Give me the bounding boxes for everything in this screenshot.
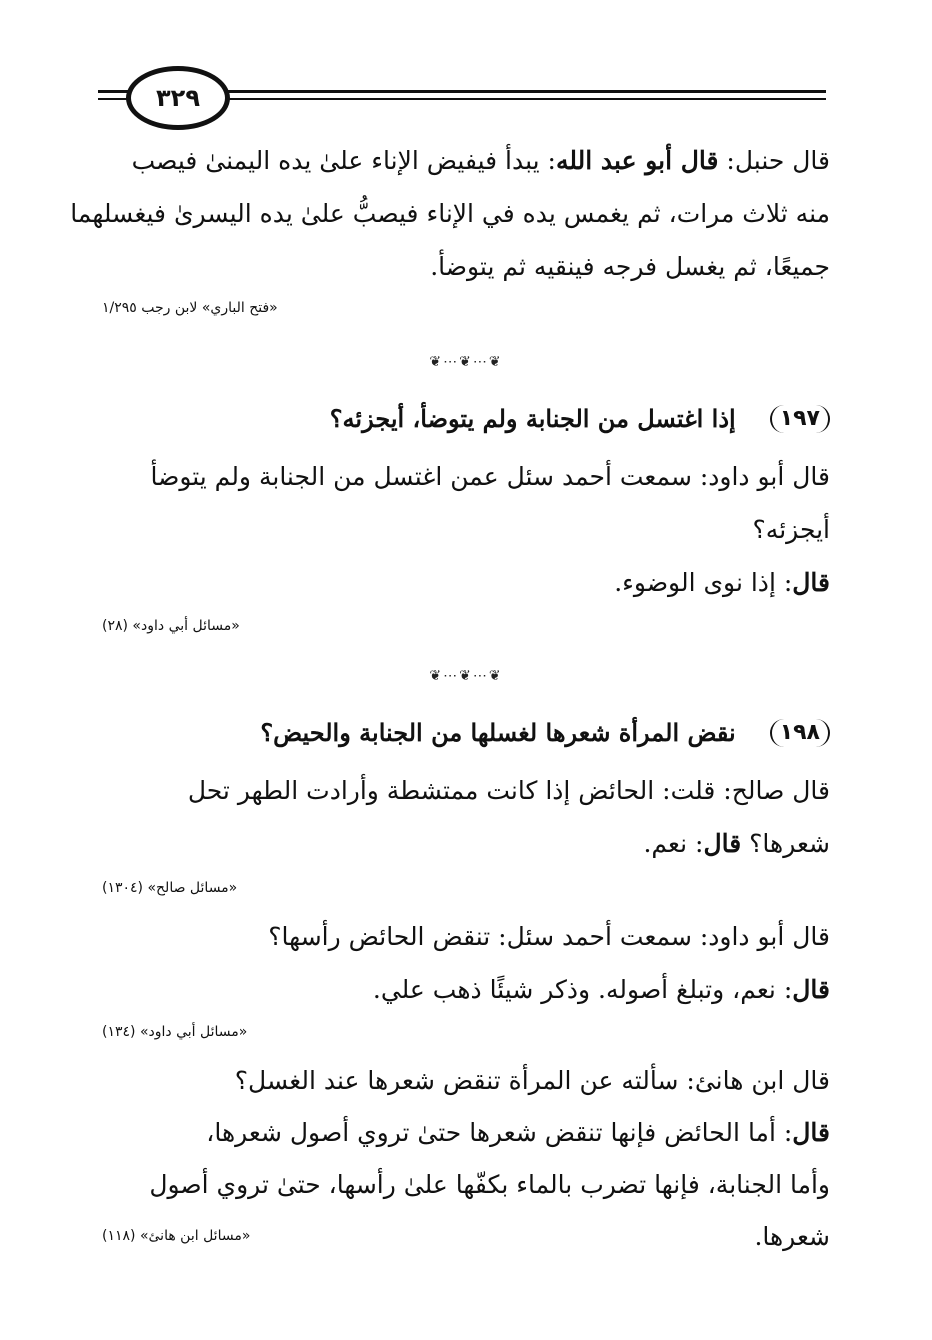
paragraph-line: شعرها. xyxy=(754,1222,830,1251)
paragraph-line: شعرها؟ قال: نعم. xyxy=(643,829,830,858)
paragraph-line: قال: أما الحائض فإنها تنقض شعرها حتىٰ تروي أصول شعرها، xyxy=(206,1118,830,1147)
issue-number: ١٩٧ xyxy=(770,405,830,433)
source-citation: «مسائل أبي داود» (٢٨) xyxy=(102,618,240,634)
source-citation: «مسائل ابن هانئ» (١١٨) xyxy=(102,1228,251,1244)
issue-title: إذا اغتسل من الجنابة ولم يتوضأ، أيجزئه؟ xyxy=(329,404,736,433)
paragraph-line: قال ابن هانئ: سألته عن المرأة تنقض شعرها عند الغسل؟ xyxy=(234,1066,830,1095)
issue-title: نقض المرأة شعرها لغسلها من الجنابة والحيض؟ xyxy=(260,718,736,747)
paragraph-line: قال أبو داود: سمعت أحمد سئل: تنقض الحائض رأسها؟ xyxy=(268,922,830,951)
source-citation: «فتح الباري» لابن رجب ١/٢٩٥ xyxy=(102,300,278,316)
paragraph-line: قال: إذا نوى الوضوء. xyxy=(614,568,830,597)
ornament-divider: ❦⋯❦⋯❦ xyxy=(429,668,503,684)
source-citation: «مسائل صالح» (١٣٠٤) xyxy=(102,880,238,896)
issue-heading xyxy=(260,718,830,747)
source-citation: «مسائل أبي داود» (١٣٤) xyxy=(102,1024,248,1040)
paragraph-line: قال حنبل: قال أبو عبد الله: يبدأ فيفيض الإناء علىٰ يده اليمنىٰ فيصب xyxy=(131,146,830,175)
paragraph-line: وأما الجنابة، فإنها تضرب بالماء بكفّها علىٰ رأسها، حتىٰ تروي أصول xyxy=(149,1170,830,1199)
issue-heading xyxy=(330,404,830,433)
paragraph-line: منه ثلاث مرات، ثم يغمس يده في الإناء فيصبُّ علىٰ يده اليسرىٰ فيغسلهما xyxy=(70,199,830,228)
paragraph-line: قال أبو داود: سمعت أحمد سئل عمن اغتسل من الجنابة ولم يتوضأ xyxy=(150,462,830,491)
paragraph-line: أيجزئه؟ xyxy=(752,515,830,544)
paragraph-line: جميعًا، ثم يغسل فرجه فينقيه ثم يتوضأ. xyxy=(430,252,830,281)
ornament-divider: ❦⋯❦⋯❦ xyxy=(429,354,503,370)
issue-number: ١٩٨ xyxy=(770,719,830,747)
page-header xyxy=(98,62,826,132)
paragraph-line: قال: نعم، وتبلغ أصوله. وذكر شيئًا ذهب علي. xyxy=(372,975,830,1004)
page-number: ٣٢٩ xyxy=(156,84,200,112)
page-number-oval xyxy=(126,66,230,130)
paragraph-line: قال صالح: قلت: الحائض إذا كانت ممتشطة وأرادت الطهر تحل xyxy=(187,776,830,805)
